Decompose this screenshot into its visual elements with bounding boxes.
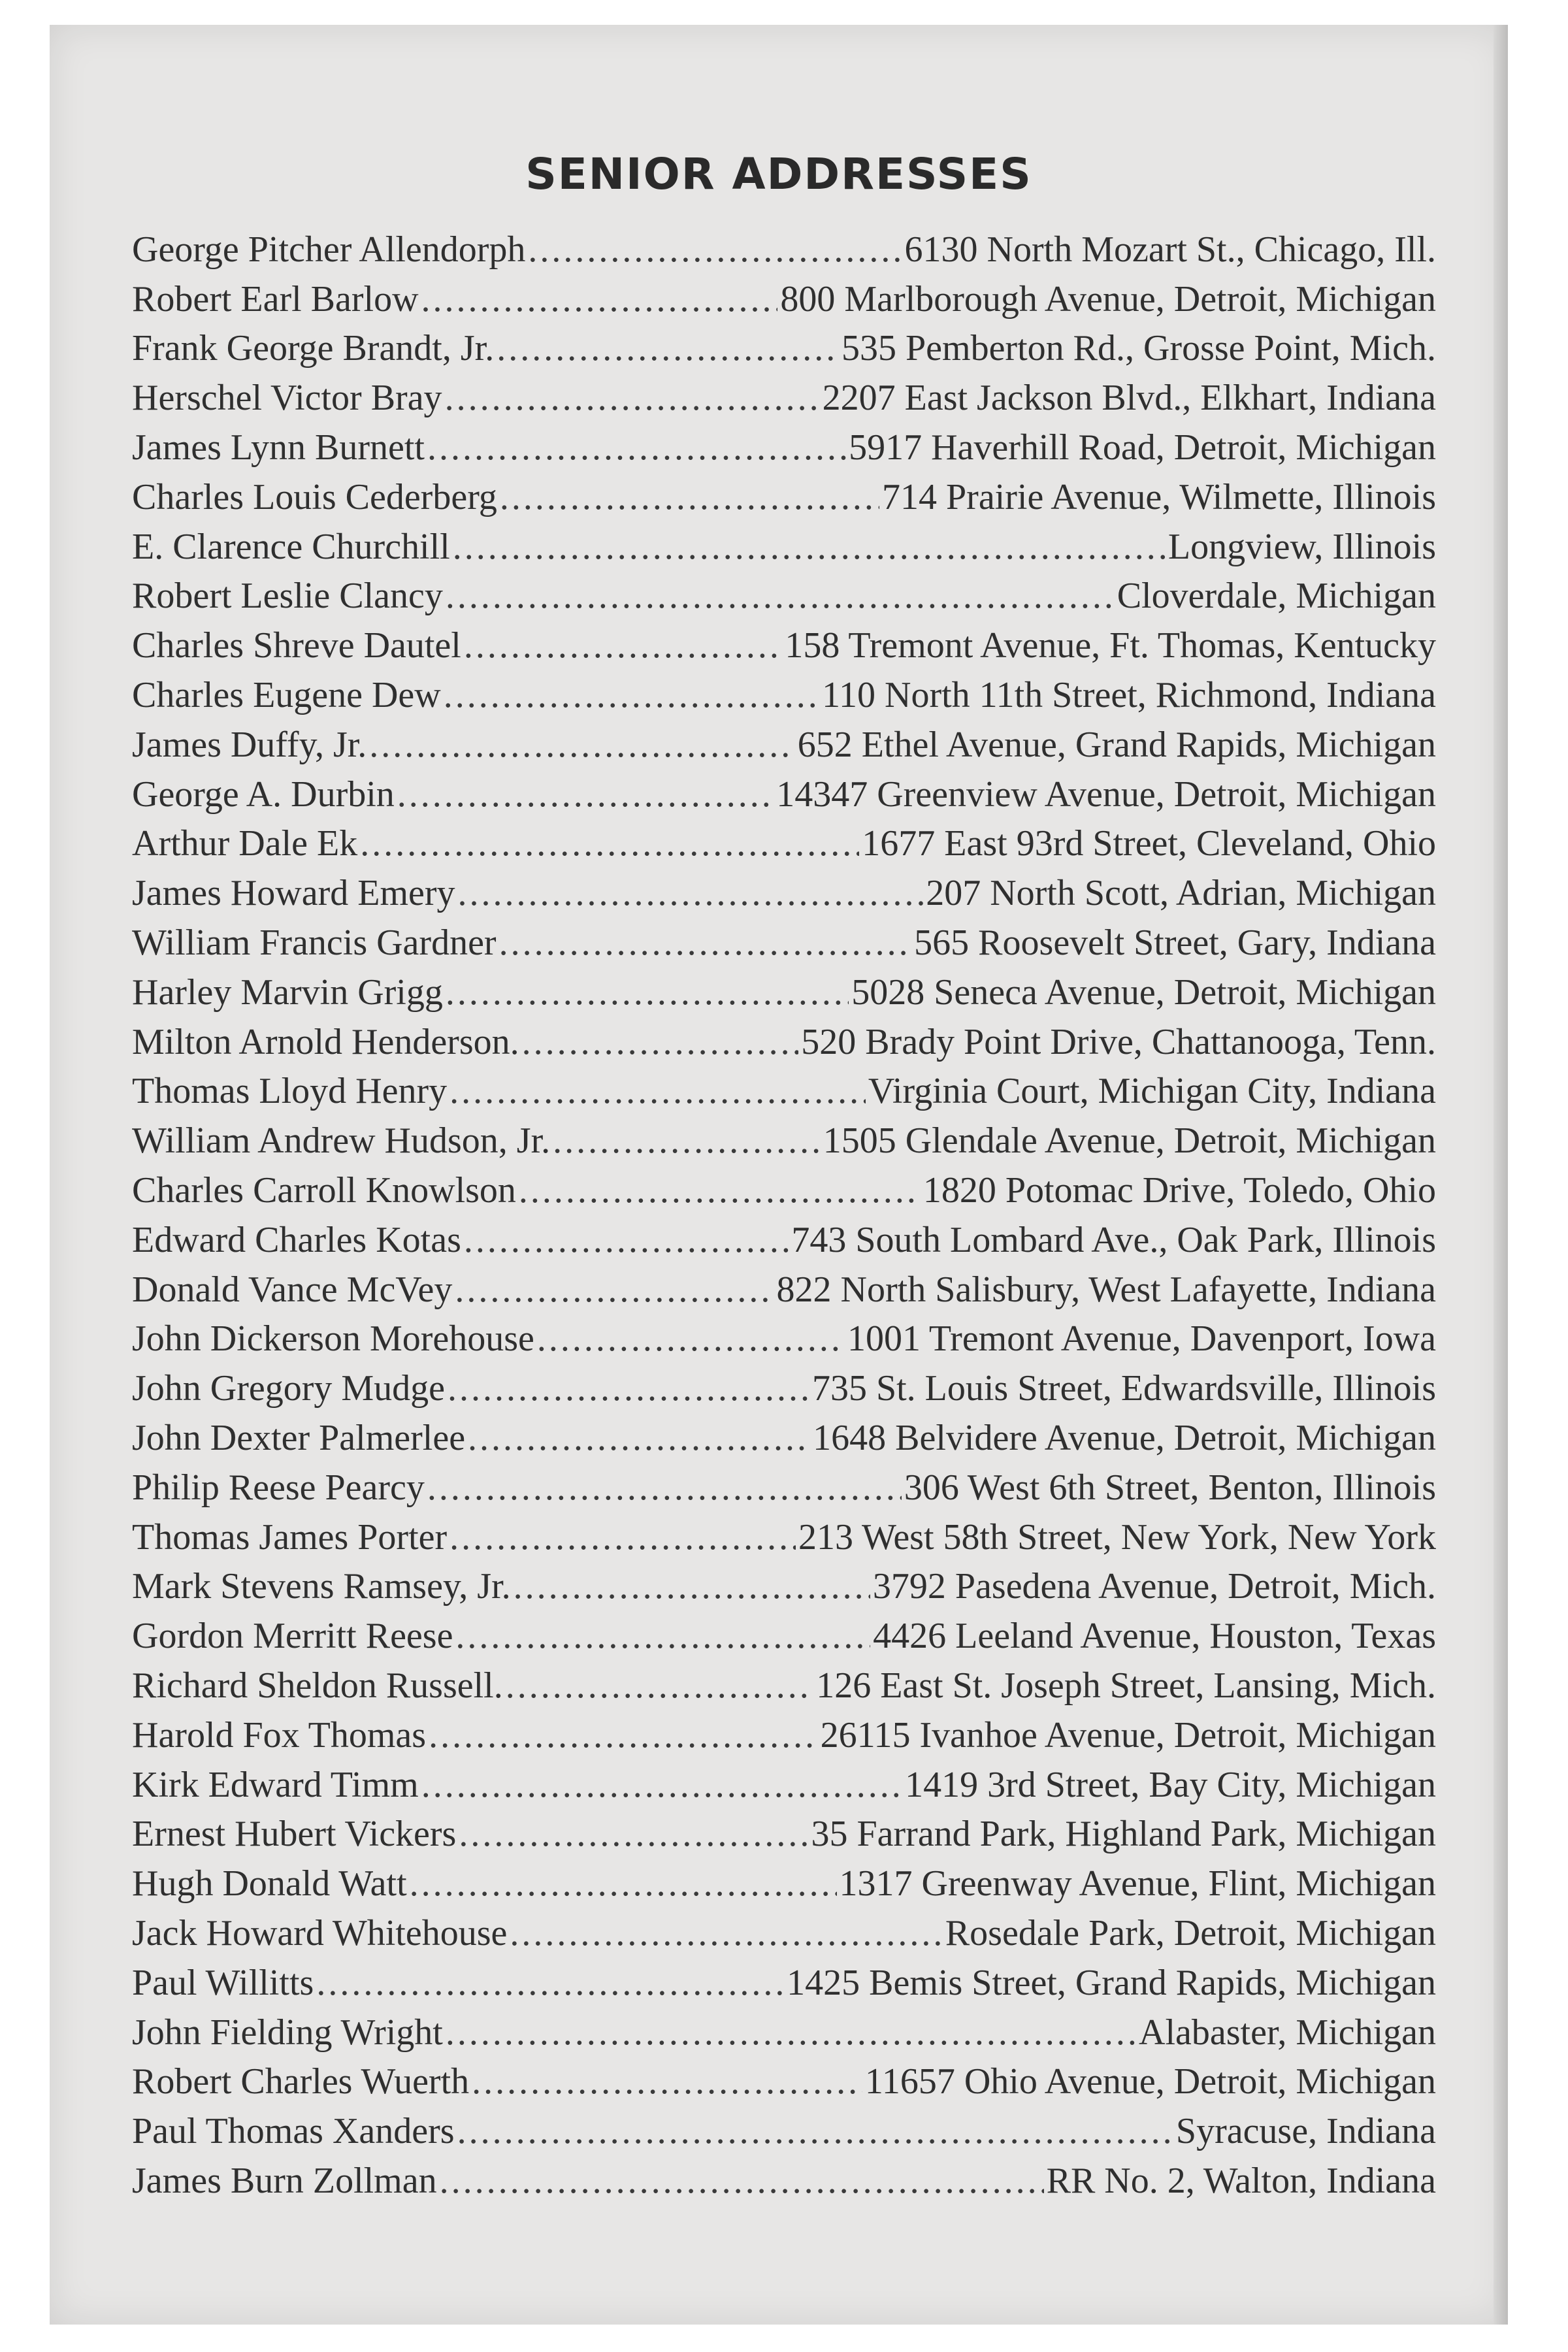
address-entry: [132, 1364, 1436, 1413]
dot-leader: [528, 231, 902, 268]
student-address: 1677 East 93rd Street, Cleveland, Ohio: [862, 823, 1436, 864]
student-name: William Andrew Hudson, Jr.: [132, 1120, 551, 1162]
dot-leader: [427, 1469, 902, 1506]
student-address: 535 Pemberton Rd., Grosse Point, Mich.: [841, 328, 1436, 369]
address-entry: [132, 1315, 1436, 1364]
address-entry: [132, 1908, 1436, 1958]
address-entry: [132, 770, 1436, 819]
student-name: Kirk Edward Timm: [132, 1764, 419, 1805]
address-entry: [132, 373, 1436, 423]
student-name: Robert Charles Wuerth: [132, 2061, 470, 2102]
address-entry: [132, 1710, 1436, 1760]
student-address: Rosedale Park, Detroit, Michigan: [945, 1912, 1436, 1953]
student-name: Thomas Lloyd Henry: [132, 1071, 448, 1112]
dot-leader: [369, 727, 794, 763]
address-entry: [132, 472, 1436, 522]
student-address: 1419 3rd Street, Bay City, Michigan: [905, 1764, 1436, 1805]
page-title: SENIOR ADDRESSES: [525, 149, 1032, 199]
dot-leader: [464, 1222, 789, 1258]
address-entry: [132, 2156, 1436, 2206]
dot-leader: [464, 627, 783, 664]
address-entry: [132, 225, 1436, 274]
student-name: Harold Fox Thomas: [132, 1714, 427, 1756]
student-address: 158 Tremont Avenue, Ft. Thomas, Kentucky: [785, 625, 1436, 666]
dot-leader: [360, 825, 859, 862]
address-entry: [132, 918, 1436, 968]
student-address: 26115 Ivanhoe Avenue, Detroit, Michigan: [820, 1714, 1436, 1756]
address-entry: [132, 1067, 1436, 1117]
student-name: Milton Arnold Henderson.: [132, 1021, 519, 1062]
address-entry: [132, 2008, 1436, 2057]
student-name: Charles Carroll Knowlson: [132, 1170, 516, 1211]
student-address: Alabaster, Michigan: [1139, 2012, 1436, 2053]
student-name: Ernest Hubert Vickers: [132, 1814, 457, 1855]
student-name: Charles Eugene Dew: [132, 675, 441, 716]
address-entry: [132, 2057, 1436, 2106]
student-address: Virginia Court, Michigan City, Indiana: [868, 1071, 1436, 1112]
student-address: 565 Roosevelt Street, Gary, Indiana: [914, 923, 1436, 964]
address-entry: [132, 2106, 1436, 2156]
dot-leader: [514, 1568, 870, 1605]
address-entry: [132, 423, 1436, 472]
dot-leader: [455, 1271, 774, 1308]
student-name: John Gregory Mudge: [132, 1368, 446, 1409]
student-address: 14347 Greenview Avenue, Detroit, Michigan: [776, 774, 1436, 815]
dot-leader: [444, 677, 819, 713]
student-name: Charles Louis Cederberg: [132, 476, 497, 517]
student-name: Thomas James Porter: [132, 1516, 448, 1558]
dot-leader: [421, 1767, 902, 1803]
student-name: Paul Thomas Xanders: [132, 2111, 455, 2152]
student-address: 652 Ethel Avenue, Grand Rapids, Michigan: [797, 724, 1436, 765]
address-entry: [132, 1166, 1436, 1215]
dot-leader: [499, 924, 912, 961]
student-address: Syracuse, Indiana: [1175, 2111, 1436, 2152]
address-entry: [132, 1116, 1436, 1166]
address-entry: [132, 868, 1436, 918]
student-address: 1001 Tremont Avenue, Davenport, Iowa: [847, 1318, 1436, 1360]
dot-leader: [427, 429, 846, 466]
dot-leader: [429, 1717, 818, 1754]
student-address: 520 Brady Point Drive, Chattanooga, Tenn.: [801, 1021, 1436, 1062]
student-name: George Pitcher Allendorph: [132, 229, 526, 270]
student-address: 126 East St. Joseph Street, Lansing, Mich.: [816, 1665, 1436, 1706]
student-name: Jack Howard Whitehouse: [132, 1912, 508, 1953]
student-address: 1820 Potomac Drive, Toledo, Ohio: [923, 1170, 1436, 1211]
student-name: Edward Charles Kotas: [132, 1219, 461, 1260]
dot-leader: [537, 1320, 845, 1357]
address-entry: [132, 1562, 1436, 1612]
address-entry: [132, 572, 1436, 621]
dot-leader: [457, 2113, 1173, 2149]
dot-leader: [510, 1915, 942, 1952]
student-name: Hugh Donald Watt: [132, 1863, 407, 1904]
address-entry: [132, 1017, 1436, 1067]
dot-leader: [440, 2163, 1044, 2199]
dot-leader: [458, 875, 924, 911]
dot-leader: [519, 1172, 921, 1209]
dot-leader: [500, 479, 879, 515]
student-name: John Fielding Wright: [132, 2012, 443, 2053]
student-name: Robert Leslie Clancy: [132, 576, 443, 617]
address-entry: [132, 670, 1436, 720]
student-name: Richard Sheldon Russell.: [132, 1665, 503, 1706]
student-name: Harley Marvin Grigg: [132, 972, 443, 1013]
address-entry: [132, 1463, 1436, 1512]
student-address: 5917 Haverhill Road, Detroit, Michigan: [849, 427, 1436, 468]
student-address: 735 St. Louis Street, Edwardsville, Illinois: [811, 1368, 1436, 1409]
student-name: John Dexter Palmerlee: [132, 1418, 466, 1459]
student-name: Charles Shreve Dautel: [132, 625, 461, 666]
dot-leader: [449, 1519, 796, 1556]
dot-leader: [449, 1073, 866, 1109]
dot-leader: [446, 974, 849, 1011]
dot-leader: [553, 1122, 821, 1159]
address-list: [132, 225, 1436, 2206]
address-entry: [132, 1512, 1436, 1562]
student-address: 306 West 6th Street, Benton, Illinois: [904, 1467, 1436, 1508]
address-entry: [132, 1760, 1436, 1810]
dot-leader: [455, 1618, 870, 1654]
student-address: 6130 North Mozart St., Chicago, Ill.: [904, 229, 1436, 270]
student-address: 110 North 11th Street, Richmond, Indiana: [822, 675, 1436, 716]
dot-leader: [446, 578, 1115, 614]
student-name: Paul Willitts: [132, 1962, 314, 2003]
student-name: Arthur Dale Ek: [132, 823, 358, 864]
student-name: James Howard Emery: [132, 873, 455, 914]
student-address: 1425 Bemis Street, Grand Rapids, Michigan: [787, 1962, 1436, 2003]
address-entry: [132, 1958, 1436, 2008]
address-entry: [132, 621, 1436, 670]
student-address: 822 North Salisbury, West Lafayette, Indiana: [776, 1269, 1436, 1310]
address-entry: [132, 968, 1436, 1017]
dot-leader: [421, 281, 778, 318]
student-address: 11657 Ohio Avenue, Detroit, Michigan: [864, 2061, 1436, 2102]
student-address: RR No. 2, Walton, Indiana: [1046, 2160, 1436, 2201]
student-address: 1648 Belvidere Avenue, Detroit, Michigan: [813, 1418, 1436, 1459]
dot-leader: [472, 2063, 862, 2100]
student-address: 3792 Pasedena Avenue, Detroit, Mich.: [872, 1566, 1436, 1607]
student-name: Donald Vance McVey: [132, 1269, 453, 1310]
dot-leader: [506, 1667, 813, 1704]
student-address: 213 West 58th Street, New York, New York: [798, 1516, 1436, 1558]
dot-leader: [453, 529, 1166, 565]
student-address: 743 South Lombard Ave., Oak Park, Illinois: [791, 1219, 1436, 1260]
dot-leader: [410, 1865, 837, 1902]
student-name: Robert Earl Barlow: [132, 278, 419, 319]
address-entry: [132, 1611, 1436, 1661]
student-address: 1317 Greenway Avenue, Flint, Michigan: [839, 1863, 1436, 1904]
dot-leader: [497, 330, 839, 367]
dot-leader: [448, 1370, 809, 1407]
student-address: 1505 Glendale Avenue, Detroit, Michigan: [823, 1120, 1436, 1162]
student-name: James Burn Zollman: [132, 2160, 437, 2201]
student-name: E. Clarence Churchill: [132, 526, 450, 567]
page-edge-shadow: [1494, 25, 1508, 2325]
student-address: 4426 Leeland Avenue, Houston, Texas: [873, 1616, 1436, 1657]
address-entry: [132, 324, 1436, 374]
student-address: 800 Marlborough Avenue, Detroit, Michigan: [780, 278, 1436, 319]
address-entry: [132, 522, 1436, 572]
student-name: Philip Reese Pearcy: [132, 1467, 425, 1508]
dot-leader: [316, 1965, 784, 2001]
student-address: 5028 Seneca Avenue, Detroit, Michigan: [851, 972, 1436, 1013]
address-entry: [132, 1215, 1436, 1265]
address-entry: [132, 720, 1436, 770]
student-address: 35 Farrand Park, Highland Park, Michigan: [811, 1814, 1436, 1855]
address-entry: [132, 1265, 1436, 1315]
student-name: James Duffy, Jr.: [132, 724, 367, 765]
address-entry: [132, 1859, 1436, 1908]
address-entry: [132, 819, 1436, 869]
student-address: Longview, Illinois: [1168, 526, 1436, 567]
student-name: George A. Durbin: [132, 774, 395, 815]
student-name: James Lynn Burnett: [132, 427, 425, 468]
address-entry: [132, 274, 1436, 324]
dot-leader: [459, 1816, 808, 1852]
student-name: Herschel Victor Bray: [132, 378, 442, 419]
address-entry: [132, 1413, 1436, 1463]
student-address: 2207 East Jackson Blvd., Elkhart, Indiana: [822, 378, 1436, 419]
student-name: Gordon Merritt Reese: [132, 1616, 453, 1657]
student-name: Mark Stevens Ramsey, Jr.: [132, 1566, 511, 1607]
address-entry: [132, 1810, 1436, 1859]
student-name: John Dickerson Morehouse: [132, 1318, 534, 1360]
dot-leader: [446, 2014, 1136, 2051]
student-address: 207 North Scott, Adrian, Michigan: [926, 873, 1436, 914]
student-name: Frank George Brandt, Jr.: [132, 328, 495, 369]
scanned-page: [50, 25, 1508, 2325]
dot-leader: [445, 380, 820, 416]
address-entry: [132, 1661, 1436, 1710]
student-address: 714 Prairie Avenue, Wilmette, Illinois: [882, 476, 1436, 517]
dot-leader: [397, 776, 774, 813]
student-address: Cloverdale, Michigan: [1117, 576, 1436, 617]
student-name: William Francis Gardner: [132, 923, 497, 964]
dot-leader: [468, 1420, 810, 1456]
dot-leader: [522, 1024, 799, 1060]
